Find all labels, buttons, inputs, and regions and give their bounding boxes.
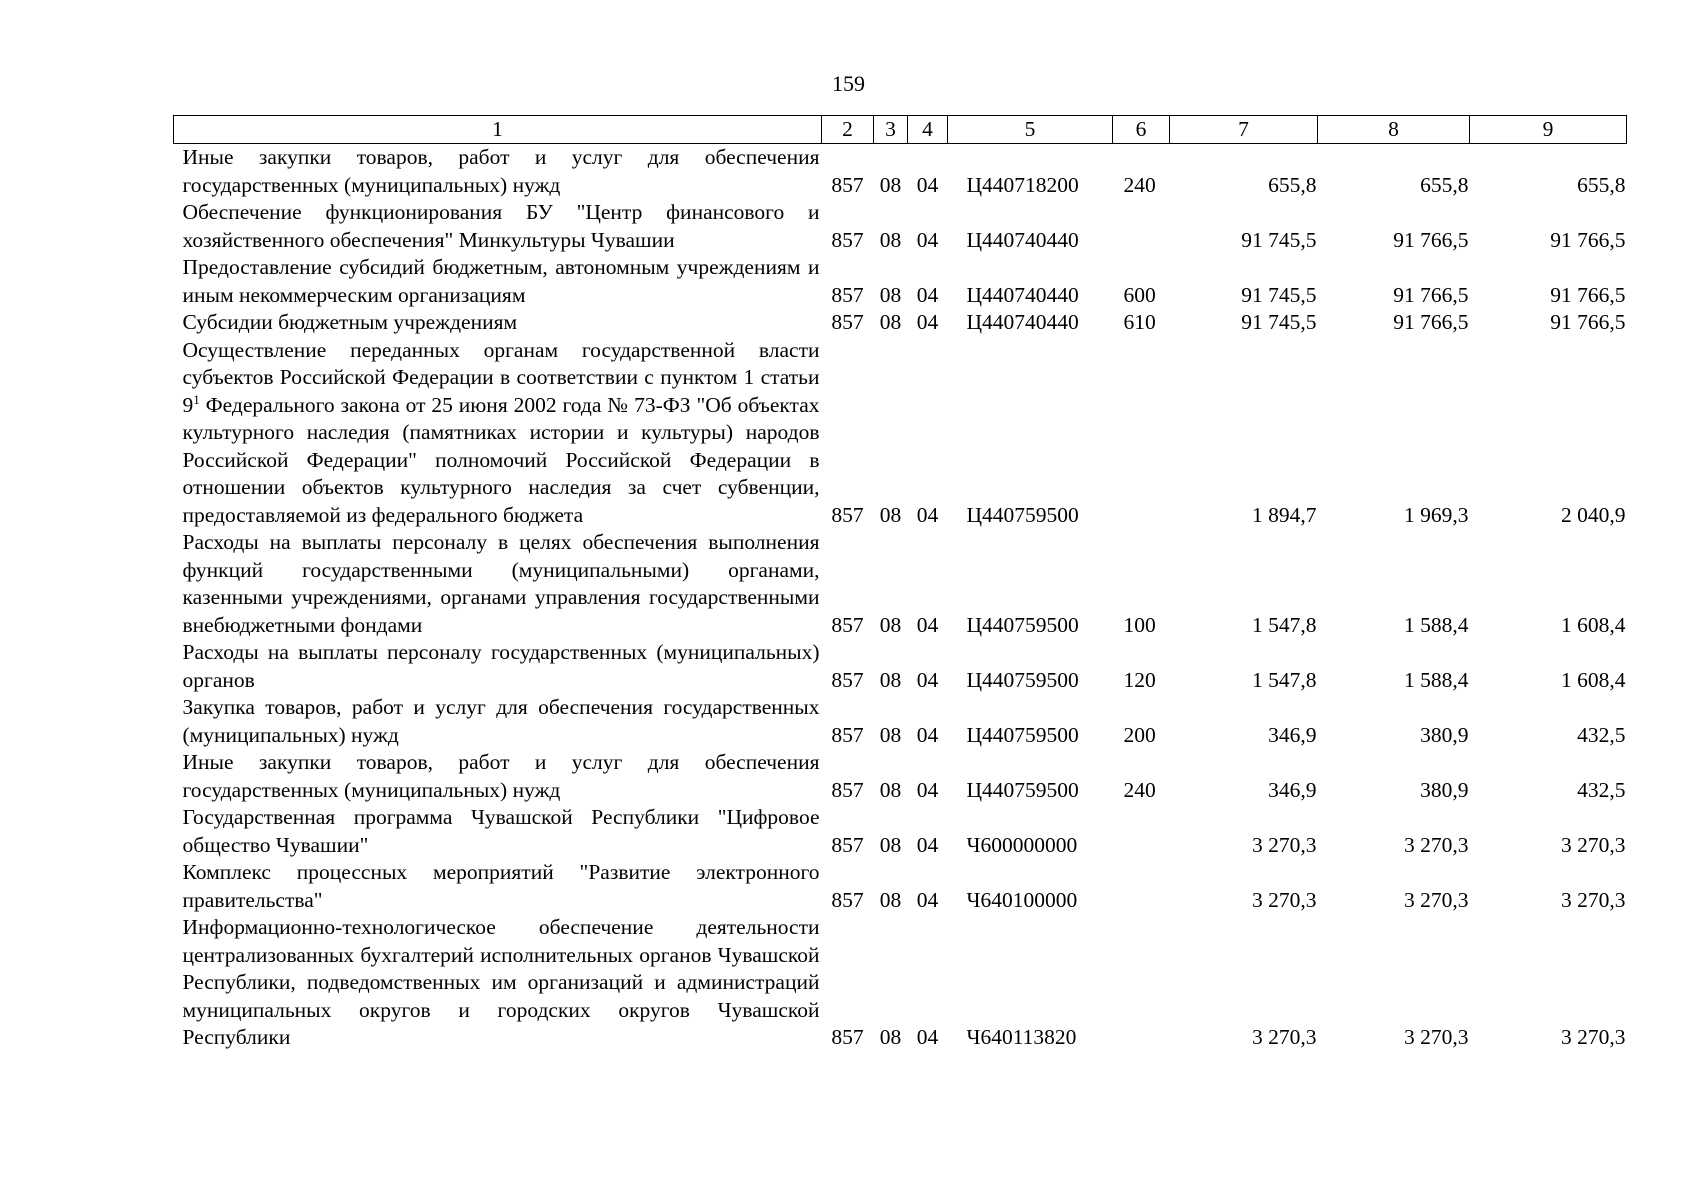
row-ministry-code: 857: [831, 172, 864, 197]
row-expense-type: [1113, 804, 1170, 859]
row-expense-type: [1113, 914, 1170, 1052]
row-amount-col8: 1 588,4: [1404, 667, 1469, 692]
row-amount-col8: 380,9: [1420, 722, 1469, 747]
row-expense-type: 610: [1123, 310, 1156, 334]
row-section-code: 08: [879, 832, 902, 857]
row-ministry-code: 857: [831, 832, 864, 857]
row-target-code: Ц440759500: [966, 612, 1079, 637]
row-ministry-code: 857: [831, 667, 864, 692]
row-amount-col7: 655,8: [1268, 172, 1317, 197]
row-amount-col9: 1 608,4: [1561, 612, 1626, 637]
row-subsection-code: 04: [916, 667, 939, 692]
row-ministry-code: 857: [831, 282, 864, 307]
row-expense-type: 240: [1123, 777, 1156, 802]
header-col-5: 5: [948, 116, 1113, 144]
table-row: [174, 639, 1627, 694]
row-target-code: Ч600000000: [966, 832, 1078, 857]
row-amount-col8: 3 270,3: [1404, 887, 1469, 912]
row-amount-col7: 91 745,5: [1241, 227, 1317, 252]
row-amount-col9: 91 766,5: [1550, 227, 1626, 252]
row-subsection-code: 04: [916, 282, 939, 307]
row-section-code: 08: [879, 887, 902, 912]
table-row: [174, 804, 1627, 859]
table-row: [174, 337, 1627, 530]
header-col-9: 9: [1470, 116, 1627, 144]
row-section-code: 08: [879, 310, 902, 334]
row-expense-type: 600: [1123, 282, 1156, 307]
row-target-code: Ч640113820: [966, 1025, 1077, 1049]
row-ministry-code: 857: [831, 722, 864, 747]
row-subsection-code: 04: [916, 1025, 939, 1049]
row-expense-type: 240: [1123, 172, 1156, 197]
row-ministry-code: 857: [831, 1025, 864, 1049]
table-row: [174, 254, 1627, 309]
row-amount-col9: 3 270,3: [1561, 1025, 1626, 1049]
row-subsection-code: 04: [916, 722, 939, 747]
row-target-code: Ц440759500: [966, 667, 1079, 692]
row-ministry-code: 857: [831, 887, 864, 912]
row-name: Государственная программа Чувашской Республики "Цифровое общество Чувашии": [182, 805, 820, 857]
row-amount-col7: 91 745,5: [1241, 310, 1317, 334]
table-row: [174, 199, 1627, 254]
row-section-code: 08: [879, 282, 902, 307]
row-amount-col9: 3 270,3: [1561, 832, 1626, 857]
row-section-code: 08: [879, 777, 902, 802]
row-amount-col9: 1 608,4: [1561, 667, 1626, 692]
header-col-6: 6: [1113, 116, 1170, 144]
row-amount-col9: 3 270,3: [1561, 887, 1626, 912]
row-expense-type: 100: [1123, 612, 1156, 637]
row-amount-col8: 91 766,5: [1393, 310, 1469, 334]
row-name: Закупка товаров, работ и услуг для обеспечения государственных (муниципальных) нужд: [182, 695, 820, 747]
row-amount-col9: 432,5: [1577, 777, 1626, 802]
header-col-3: 3: [874, 116, 908, 144]
row-target-code: Ч640100000: [966, 887, 1078, 912]
row-subsection-code: 04: [916, 310, 939, 334]
row-amount-col9: 655,8: [1577, 172, 1626, 197]
table-row: [174, 694, 1627, 749]
table-row: [174, 529, 1627, 639]
table-row: [174, 309, 1627, 337]
row-amount-col7: 1 894,7: [1252, 502, 1317, 527]
row-amount-col8: 91 766,5: [1393, 282, 1469, 307]
row-amount-col9: 91 766,5: [1550, 310, 1626, 334]
row-target-code: Ц440759500: [966, 777, 1079, 802]
row-amount-col8: 1 588,4: [1404, 612, 1469, 637]
row-name: Расходы на выплаты персоналу государственных (муниципальных) органов: [182, 640, 820, 692]
row-name: Субсидии бюджетным учреждениям: [182, 310, 518, 334]
row-section-code: 08: [879, 1025, 902, 1049]
row-subsection-code: 04: [916, 612, 939, 637]
row-subsection-code: 04: [916, 832, 939, 857]
row-amount-col7: 3 270,3: [1252, 1025, 1317, 1049]
page-number: 159: [832, 71, 865, 96]
table-row: [174, 144, 1627, 200]
row-name: [174, 337, 822, 530]
row-target-code: Ц440740440: [966, 227, 1079, 252]
row-ministry-code: 857: [831, 502, 864, 527]
row-ministry-code: 857: [831, 612, 864, 637]
row-amount-col8: 91 766,5: [1393, 227, 1469, 252]
row-amount-col7: 1 547,8: [1252, 612, 1317, 637]
row-section-code: 08: [879, 612, 902, 637]
row-subsection-code: 04: [916, 777, 939, 802]
row-section-code: 08: [879, 227, 902, 252]
budget-allocation-table: [173, 115, 1627, 1052]
row-name: Обеспечение функционирования БУ "Центр финансового и хозяйственного обеспечения" Минкультуры Чувашии: [182, 200, 820, 252]
header-row: [174, 116, 1627, 144]
header-col-7: 7: [1170, 116, 1318, 144]
row-name: Комплекс процессных мероприятий "Развитие электронного правительства": [182, 860, 820, 912]
row-target-code: Ц440740440: [966, 310, 1079, 334]
row-target-code: Ц440718200: [966, 172, 1079, 197]
row-amount-col7: 3 270,3: [1252, 887, 1317, 912]
row-name: Иные закупки товаров, работ и услуг для обеспечения государственных (муниципальных) нужд: [182, 145, 820, 197]
row-name-text: Осуществление переданных органам государственной власти субъектов Российской Федерации в соответствии с пунктом 1 статьи 9: [182, 337, 820, 417]
row-amount-col8: 1 969,3: [1404, 502, 1469, 527]
row-subsection-code: 04: [916, 887, 939, 912]
row-amount-col9: 91 766,5: [1550, 282, 1626, 307]
table-row: [174, 749, 1627, 804]
row-section-code: 08: [879, 502, 902, 527]
row-subsection-code: 04: [916, 227, 939, 252]
row-amount-col9: 2 040,9: [1561, 502, 1626, 527]
table-header: [174, 116, 1627, 144]
row-amount-col7: 346,9: [1268, 722, 1317, 747]
row-expense-type: 120: [1123, 667, 1156, 692]
row-amount-col7: 91 745,5: [1241, 282, 1317, 307]
row-name: Иные закупки товаров, работ и услуг для обеспечения государственных (муниципальных) нужд: [182, 750, 820, 802]
row-section-code: 08: [879, 172, 902, 197]
row-name-text-cont: Федерального закона от 25 июня 2002 года № 73-ФЗ "Об объектах культурного наследия (памятниках истории и культуры) народов Российской Федерации" полномочий Российской Федерации в отношении объектов культурного наследия за счет субвенции, предоставляемой из федерального бюджета: [182, 392, 820, 527]
row-amount-col8: 3 270,3: [1404, 1025, 1469, 1049]
row-target-code: Ц440740440: [966, 282, 1079, 307]
table-body: [174, 144, 1627, 1052]
row-amount-col9: 432,5: [1577, 722, 1626, 747]
row-amount-col7: 346,9: [1268, 777, 1317, 802]
row-amount-col8: 3 270,3: [1404, 832, 1469, 857]
row-expense-type: [1113, 199, 1170, 254]
header-col-1: 1: [174, 116, 822, 144]
row-subsection-code: 04: [916, 172, 939, 197]
row-section-code: 08: [879, 722, 902, 747]
row-name: Предоставление субсидий бюджетным, автономным учреждениям и иным некоммерческим организациям: [182, 255, 820, 307]
row-target-code: Ц440759500: [966, 502, 1079, 527]
row-ministry-code: 857: [831, 227, 864, 252]
row-expense-type: 200: [1123, 722, 1156, 747]
row-expense-type: [1113, 337, 1170, 530]
superscript-footnote: 1: [193, 391, 200, 407]
row-name: Информационно-технологическое обеспечение деятельности централизованных бухгалтерий исполнительных органов Чувашской Республики, подведомственных им организаций и администраций муниципальных округов и городских округов Чувашской Республики: [182, 915, 820, 1049]
row-name: Расходы на выплаты персоналу в целях обеспечения выполнения функций государственными (муниципальными) органами, казенными учреждениями, органами управления государственными внебюджетными фондами: [182, 530, 820, 637]
row-amount-col8: 655,8: [1420, 172, 1469, 197]
table-row: [174, 914, 1627, 1052]
row-amount-col7: 3 270,3: [1252, 832, 1317, 857]
row-ministry-code: 857: [831, 777, 864, 802]
row-ministry-code: 857: [831, 310, 864, 334]
row-target-code: Ц440759500: [966, 722, 1079, 747]
row-amount-col7: 1 547,8: [1252, 667, 1317, 692]
row-expense-type: [1113, 859, 1170, 914]
table-row: [174, 859, 1627, 914]
row-section-code: 08: [879, 667, 902, 692]
header-col-4: 4: [908, 116, 948, 144]
row-subsection-code: 04: [916, 502, 939, 527]
header-col-2: 2: [822, 116, 874, 144]
row-amount-col8: 380,9: [1420, 777, 1469, 802]
header-col-8: 8: [1318, 116, 1470, 144]
